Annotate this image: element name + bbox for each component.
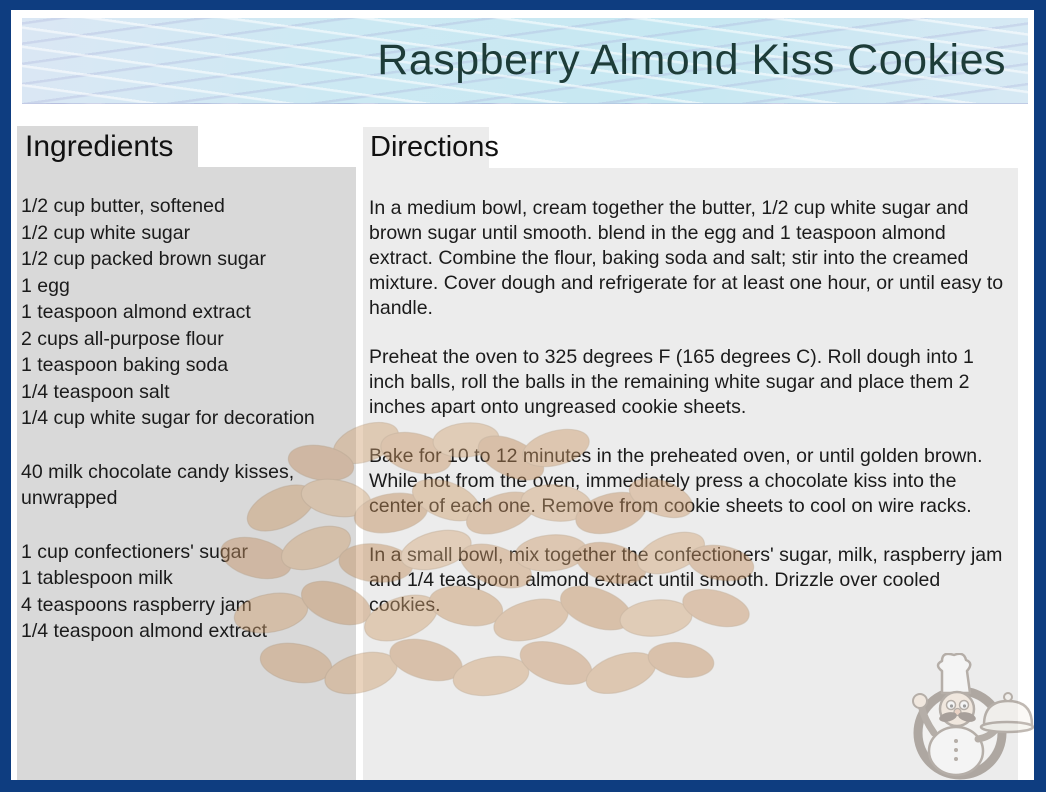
ingredient-item: 1/2 cup butter, softened xyxy=(21,195,225,217)
header-banner xyxy=(22,18,1028,104)
ingredient-group xyxy=(21,459,354,512)
ingredient-item: 1 tablespoon milk xyxy=(21,567,173,589)
ingredient-item: 1/4 teaspoon almond extract xyxy=(21,620,268,642)
ingredient-item: 1/2 cup white sugar xyxy=(21,221,191,244)
directions-text xyxy=(369,196,1010,618)
ingredient-item: 1 teaspoon baking soda xyxy=(21,354,229,376)
ingredient-list xyxy=(21,193,354,645)
ingredient-group xyxy=(21,193,354,432)
directions-heading xyxy=(363,127,499,168)
ingredient-item: 2 cups all-purpose flour xyxy=(21,327,224,350)
ingredient-item: 1/4 cup white sugar for decoration xyxy=(21,407,315,429)
direction-paragraph: Preheat the oven to 325 degrees F (165 degrees C). Roll dough into 1 inch balls, roll the balls in the remaining white sugar and place them 2 inches apart onto ungreased cookie sheets. xyxy=(369,346,974,418)
direction-paragraph: Bake for 10 to 12 minutes in the preheated oven, or until golden brown. While hot from the oven, immediately press a chocolate kiss into the center of each one. Remove from cookie sheets to cool on wire racks. xyxy=(369,445,983,517)
ingredient-item: 40 milk chocolate candy kisses, unwrapped xyxy=(21,460,295,509)
ingredients-heading xyxy=(17,126,198,167)
ingredient-item: 1/4 teaspoon salt xyxy=(21,380,170,403)
direction-paragraph: In a medium bowl, cream together the butter, 1/2 cup white sugar and brown sugar until smooth. blend in the egg and 1 teaspoon almond extract. Combine the flour, baking soda and salt; stir into the creamed mixture. Cover dough and refrigerate for at least one hour, or until easy to handle. xyxy=(369,197,1004,319)
recipe-page xyxy=(11,10,1034,780)
ingredient-item: 4 teaspoons raspberry jam xyxy=(21,593,252,616)
ingredient-item: 1 teaspoon almond extract xyxy=(21,301,251,323)
directions-panel xyxy=(363,168,1018,780)
directions-heading-label: Directions xyxy=(370,131,499,163)
ingredients-heading-label: Ingredients xyxy=(25,129,174,163)
ingredient-item: 1 egg xyxy=(21,274,70,297)
ingredient-group xyxy=(21,539,354,645)
ingredient-item: 1/2 cup packed brown sugar xyxy=(21,248,266,270)
ingredient-item: 1 cup confectioners' sugar xyxy=(21,540,249,563)
direction-paragraph: In a small bowl, mix together the confectioners' sugar, milk, raspberry jam and 1/4 teaspoon almond extract until smooth. Drizzle over cooled cookies. xyxy=(369,544,1003,616)
page-title: Raspberry Almond Kiss Cookies xyxy=(377,36,1006,84)
ingredients-panel xyxy=(17,167,356,780)
